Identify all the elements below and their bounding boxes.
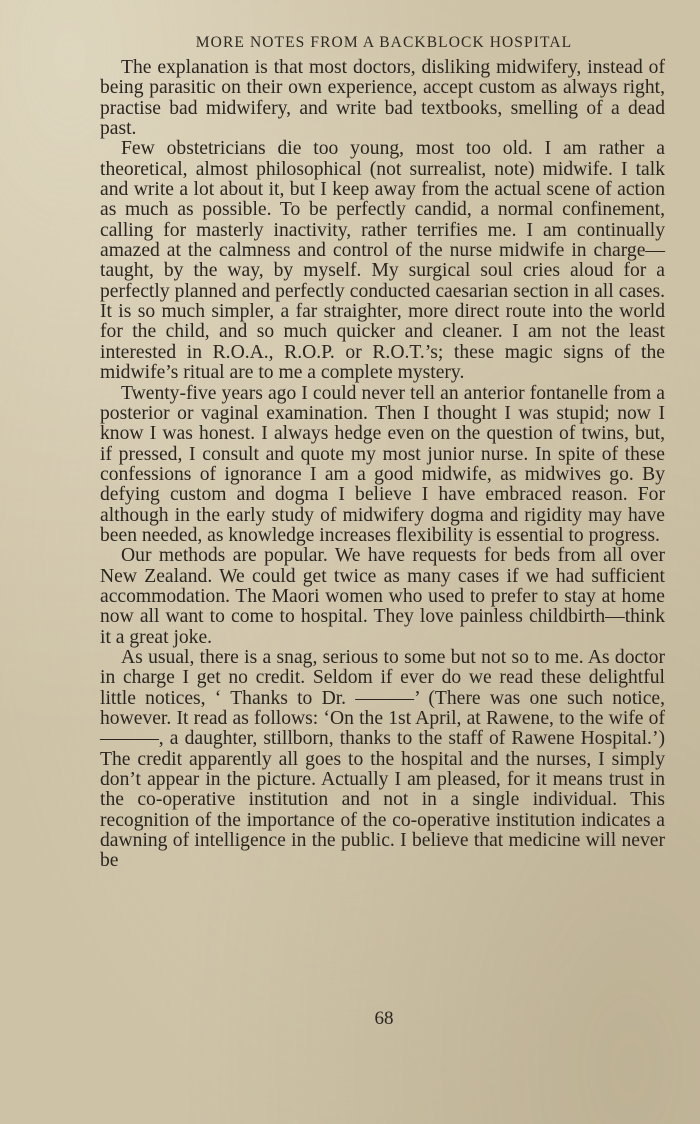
page-number: 68 <box>374 1008 394 1029</box>
paragraph-1: The explanation is that most doctors, disliking midwifery, instead of being parasitic on their own experience, accept custom as always right, practise bad midwifery, and write bad textbooks, smelling of a dead past. <box>100 57 665 140</box>
paragraph-4: Our methods are popular. We have requests for beds from all over New Zealand. We could get twice as many cases if we had sufficient accommodation. The Maori women who used to prefer to stay at home now all want to come to hospital. They love painless childbirth—think it a great joke. <box>100 545 665 648</box>
running-head: MORE NOTES FROM A BACKBLOCK HOSPITAL <box>195 34 573 51</box>
paragraph-2: Few obstetricians die too young, most too old. I am rather a theoretical, almost philosophical (not surrealist, note) midwife. I talk and write a lot about it, but I keep away from the actual scene of action as much as possible. To be perfectly candid, a normal confinement, calling for masterly inactivity, rather terrifies me. I am continually amazed at the calmness and control of the nurse midwife in charge—taught, by the way, by myself. My surgical soul cries aloud for a perfectly planned and perfectly conducted caesarian section in all cases. It is so much simpler, a far straighter, more direct route into the world for the child, and so much quicker and cleaner. I am not the least interested in R.O.A., R.O.P. or R.O.T.’s; these magic signs of the midwife’s ritual are to me a complete mystery. <box>100 138 665 384</box>
paragraph-5: As usual, there is a snag, serious to some but not so to me. As doctor in charge I get no credit. Seldom if ever do we read these delightful little notices, ‘ Thanks to Dr. ———’ (There was one such notice, however. It read as follows: ‘On the 1st April, at Rawene, to the wife of ———, a daughter, stillborn, thanks to the staff of Rawene Hospital.’) The credit apparently all goes to the hospital and the nurses, I simply don’t appear in the picture. Actually I am pleased, for it means trust in the co-operative institution and not in a single individual. This recognition of the importance of the co-operative institution indicates a dawning of intelligence in the public. I believe that medicine will never be <box>100 646 665 872</box>
paragraph-3: Twenty-five years ago I could never tell an anterior fontanelle from a posterior or vaginal examination. Then I thought I was stupid; now I know I was honest. I always hedge even on the question of twins, but, if pressed, I consult and quote my most junior nurse. In spite of these confessions of ignorance I am a good midwife, as midwives go. By defying custom and dogma I believe I have embraced reason. For although in the early study of midwifery dogma and rigidity may have been needed, as knowledge increases flexibility is essential to progress. <box>100 382 665 546</box>
body-text <box>100 58 665 872</box>
